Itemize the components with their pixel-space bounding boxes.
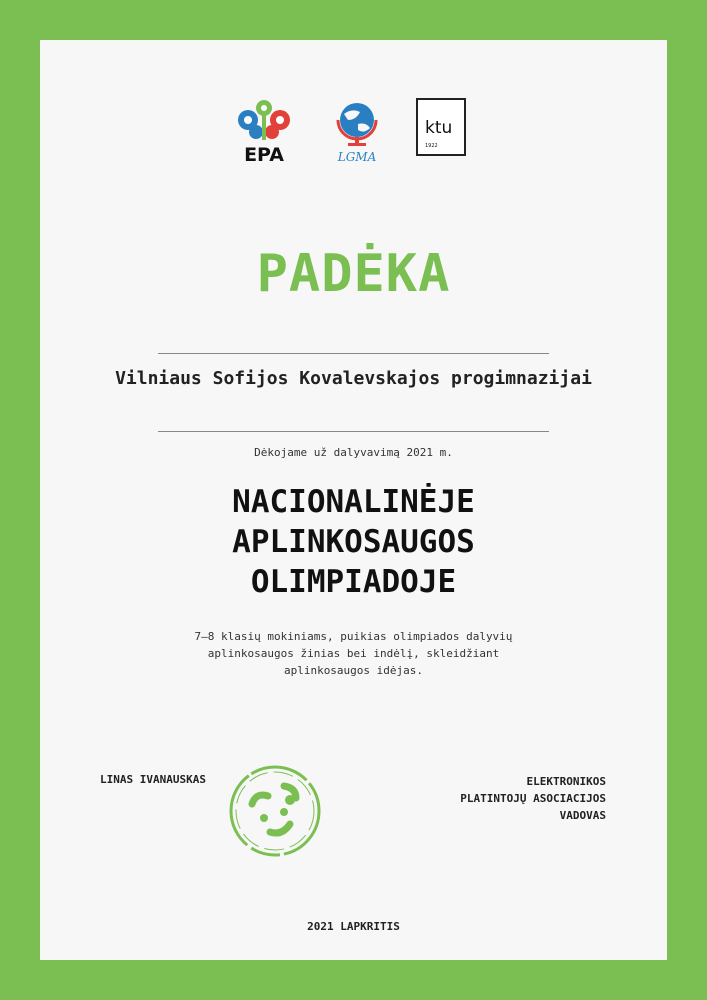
event-line: APLINKOSAUGOS <box>232 524 475 560</box>
divider-top <box>158 353 549 354</box>
epa-tree-icon <box>232 98 296 144</box>
epa-logo-text: EPA <box>244 144 284 166</box>
signatory-title-line: ELEKTRONIKOS <box>526 775 606 788</box>
epa-logo <box>232 98 296 164</box>
divider-bottom <box>158 431 549 432</box>
event-line: OLIMPIADOJE <box>250 564 457 600</box>
signatory-name: LINAS IVANAUSKAS <box>100 773 206 786</box>
ktu-logo-year: 1922 <box>425 143 438 149</box>
lgma-logo <box>330 98 384 164</box>
description <box>160 628 547 679</box>
signatory-title-line: PLATINTOJŲ ASOCIACIJOS <box>460 792 606 805</box>
olympiad-stamp-icon <box>226 762 324 860</box>
issue-date: 2021 LAPKRITIS <box>307 920 400 933</box>
description-line: aplinkosaugos žinias bei indėlį, skleidžiant <box>207 647 500 660</box>
certificate-sheet <box>40 40 667 960</box>
event-line: NACIONALINĖJE <box>232 484 475 520</box>
recipient-name: Vilniaus Sofijos Kovalevskajos progimnazijai <box>115 368 592 389</box>
certificate-title: PADĖKA <box>256 244 451 304</box>
description-line: aplinkosaugos idėjas. <box>283 664 424 677</box>
globe-icon <box>330 98 384 148</box>
ktu-logo-text: ktu <box>425 118 453 138</box>
description-line: 7–8 klasių mokiniams, puikias olimpiados dalyvių <box>194 630 513 643</box>
ktu-logo <box>416 98 466 156</box>
logo-row <box>40 98 667 164</box>
lgma-logo-text: LGMA <box>337 150 377 164</box>
event-name <box>100 482 607 602</box>
signatory-title <box>426 773 606 824</box>
signatory-title-line: VADOVAS <box>559 809 606 822</box>
thanks-line: Dėkojame už dalyvavimą 2021 m. <box>254 446 453 459</box>
